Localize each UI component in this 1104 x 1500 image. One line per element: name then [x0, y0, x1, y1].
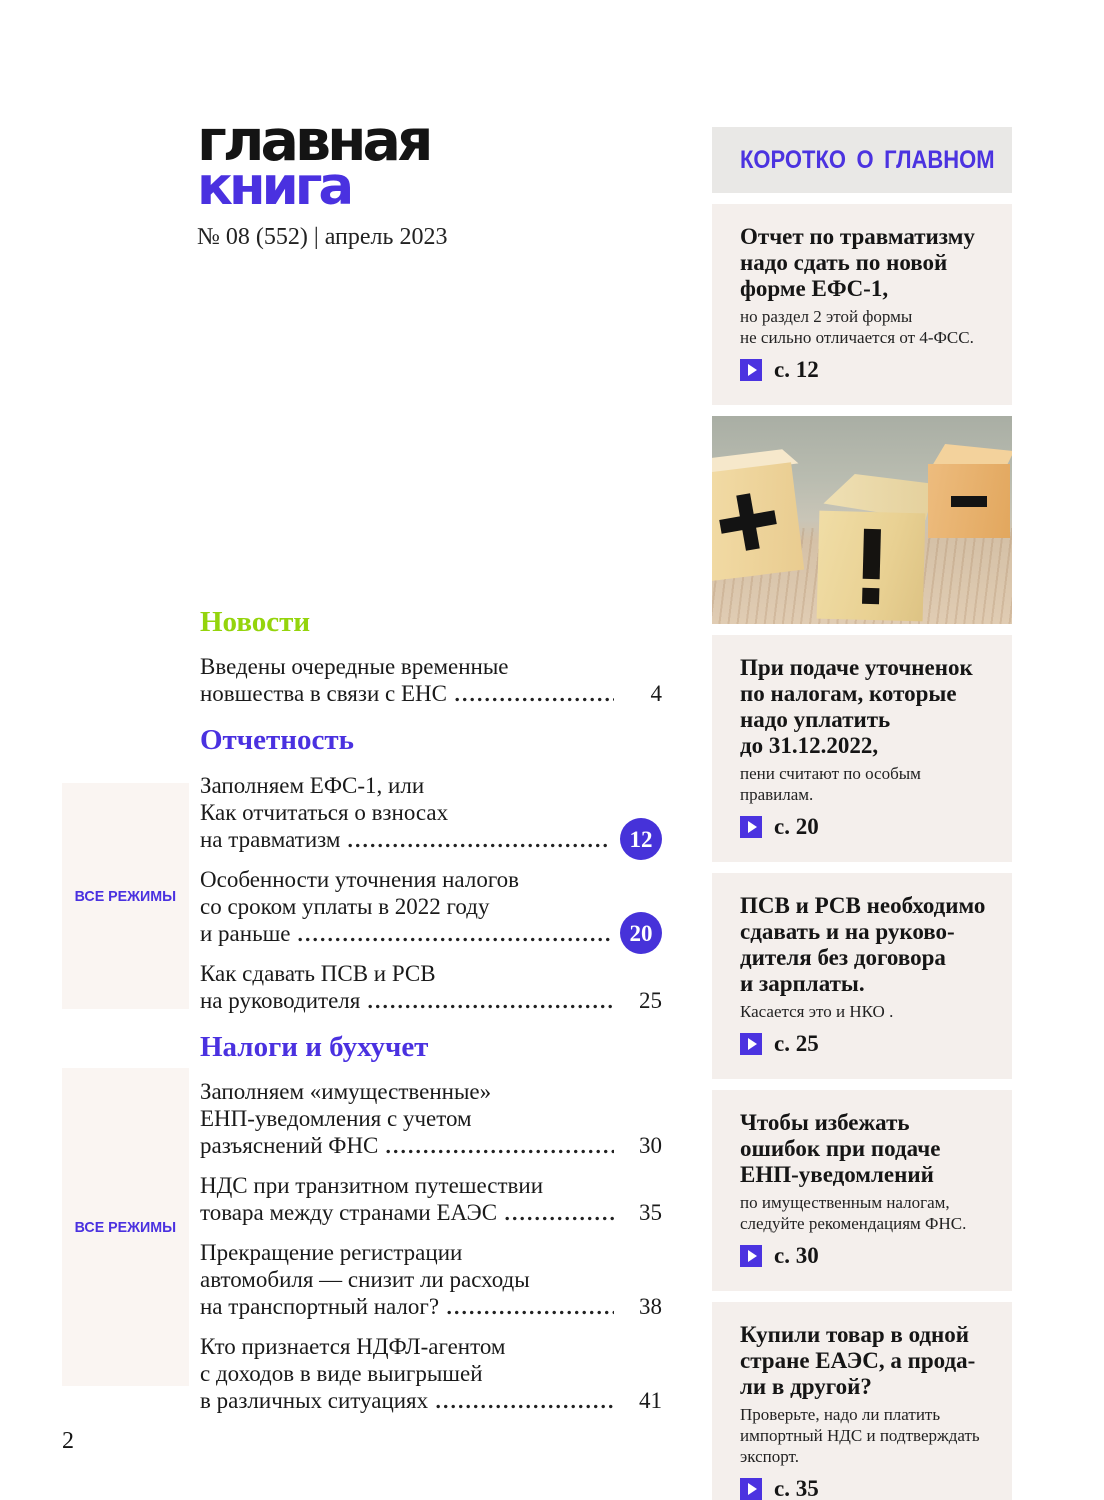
- brief-card: [712, 873, 1012, 1079]
- page-number: 4: [650, 681, 662, 707]
- toc-entry-line: разъяснений ФНС: [200, 1133, 379, 1159]
- dotted-leader: [368, 1004, 614, 1009]
- brief-card: [712, 1302, 1012, 1500]
- page-number: 30: [639, 1133, 662, 1159]
- page-number-badge: 20: [620, 912, 662, 954]
- brief-note: пени считают по особым правилам.: [740, 764, 921, 804]
- page-reference: [740, 814, 994, 840]
- page-reference: [740, 357, 994, 383]
- table-of-contents: [200, 607, 662, 1427]
- play-arrow-icon: [740, 1478, 762, 1500]
- brief-card: [712, 204, 1012, 405]
- toc-entry-line: в различных ситуациях: [200, 1388, 429, 1414]
- briefs-header-label: КОРОТКО О ГЛАВНОМ: [740, 145, 995, 174]
- toc-entry: [200, 1333, 662, 1414]
- toc-entry: [200, 1239, 662, 1320]
- page-reference-label: с. 30: [774, 1243, 819, 1268]
- toc-entry: [200, 1172, 662, 1226]
- dotted-leader: [455, 697, 614, 702]
- play-arrow-icon: [740, 359, 762, 381]
- toc-entry-line: Введены очередные временные: [200, 654, 509, 680]
- dotted-leader: [436, 1404, 614, 1409]
- page-number: 38: [639, 1294, 662, 1320]
- toc-section-heading: Отчетность: [200, 724, 354, 757]
- toc-entry-line: Особенности уточнения налогов: [200, 866, 520, 892]
- brief-card: [712, 635, 1012, 862]
- regime-tag-label: ВСЕ РЕЖИМЫ: [74, 887, 177, 905]
- toc-entry-line: автомобиля — снизит ли расходы: [200, 1267, 530, 1293]
- page-reference: [740, 1243, 994, 1269]
- brief-card: [712, 1090, 1012, 1291]
- page-number: 41: [639, 1388, 662, 1414]
- exclamation-block: [818, 474, 940, 624]
- brief-note: но раздел 2 этой формы не сильно отличается от 4-ФСС.: [740, 307, 974, 347]
- brief-note: Проверьте, надо ли платить импортный НДС и подтверждать экспорт.: [740, 1405, 980, 1466]
- page-reference: [740, 1031, 994, 1057]
- toc-entry-line: товара между странами ЕАЭС: [200, 1200, 498, 1226]
- masthead: [197, 108, 448, 251]
- dotted-leader: [386, 1149, 614, 1154]
- play-arrow-icon: [740, 1033, 762, 1055]
- toc-entry-line: НДС при транзитном путешествии: [200, 1173, 544, 1199]
- toc-entry: [200, 653, 662, 707]
- toc-entry-line: Как сдавать ПСВ и РСВ: [200, 960, 436, 986]
- toc-entry-line: и раньше: [200, 920, 291, 946]
- page-reference-label: с. 25: [774, 1031, 819, 1056]
- regime-tag-reporting: [62, 783, 189, 1009]
- dotted-leader: [505, 1216, 614, 1221]
- play-arrow-icon: [740, 1245, 762, 1267]
- minus-block: [928, 444, 1012, 540]
- magazine-logo-line2: книга: [197, 155, 351, 217]
- toc-entry: [200, 772, 662, 853]
- plus-icon: [716, 490, 781, 555]
- regime-tag-label: ВСЕ РЕЖИМЫ: [74, 1218, 177, 1236]
- toc-entry-line: на руководителя: [200, 987, 361, 1013]
- toc-entry-line: ЕНП-уведомления с учетом: [200, 1106, 472, 1132]
- toc-entry-line: на травматизм: [200, 826, 341, 852]
- brief-title: ПСВ и РСВ необходимо сдавать и на руково- дителя без договора и зарплаты.: [740, 893, 986, 996]
- briefs-top-group: [712, 204, 1012, 405]
- toc-entry-line: Заполняем ЕФС-1, или: [200, 772, 425, 798]
- magazine-logo-line1: главная: [197, 108, 430, 174]
- brief-title: Купили товар в одной стране ЕАЭС, а прода- ли в другой?: [740, 1322, 976, 1399]
- regime-tag-taxes: [62, 1068, 189, 1386]
- dotted-leader: [447, 1310, 614, 1315]
- page-number: 25: [639, 987, 662, 1013]
- brief-note: Касается это и НКО .: [740, 1002, 894, 1021]
- briefs-bottom-group: [712, 635, 1012, 1500]
- page-reference: [740, 1476, 994, 1500]
- wooden-blocks-photo: [712, 416, 1012, 624]
- dotted-leader: [298, 937, 610, 942]
- brief-title: При подаче уточненок по налогам, которые надо уплатить до 31.12.2022,: [740, 655, 973, 758]
- dotted-leader: [348, 843, 610, 848]
- brief-note: по имущественным налогам, следуйте рекомендациям ФНС.: [740, 1193, 967, 1233]
- toc-entry-line: Прекращение регистрации: [200, 1240, 463, 1266]
- toc-entry-line: Кто признается НДФЛ-агентом: [200, 1334, 506, 1360]
- exclamation-icon: [862, 528, 880, 578]
- toc-section-heading: Налоги и бухучет: [200, 1030, 429, 1063]
- toc-entry: [200, 960, 662, 1014]
- brief-title: Чтобы избежать ошибок при подаче ЕНП-уведомлений: [740, 1110, 941, 1187]
- toc-entry-line: на транспортный налог?: [200, 1294, 440, 1320]
- page-reference-label: с. 35: [774, 1476, 819, 1500]
- minus-icon: [951, 496, 987, 507]
- briefs-column: [712, 127, 1012, 1500]
- page-number-badge: 12: [620, 818, 662, 860]
- folio-page-number: 2: [62, 1428, 74, 1454]
- page-reference-label: с. 12: [774, 357, 819, 382]
- play-arrow-icon: [740, 816, 762, 838]
- toc-entry: [200, 1078, 662, 1159]
- toc-section-heading: Новости: [200, 606, 311, 638]
- toc-entry-line: со сроком уплаты в 2022 году: [200, 893, 490, 919]
- page-number: 35: [639, 1200, 662, 1226]
- briefs-header: [712, 127, 1012, 193]
- toc-entry-line: с доходов в виде выигрышей: [200, 1361, 483, 1387]
- toc-entry: [200, 866, 662, 947]
- toc-entry-line: Заполняем «имущественные»: [200, 1079, 492, 1105]
- page-reference-label: с. 20: [774, 814, 819, 839]
- issue-number: № 08 (552) | апрель 2023: [197, 224, 448, 251]
- toc-entry-line: новшества в связи с ЕНС: [200, 681, 447, 707]
- brief-title: Отчет по травматизму надо сдать по новой форме ЕФС-1,: [740, 224, 975, 301]
- plus-block: [712, 462, 804, 581]
- toc-entry-line: Как отчитаться о взносах: [200, 799, 449, 825]
